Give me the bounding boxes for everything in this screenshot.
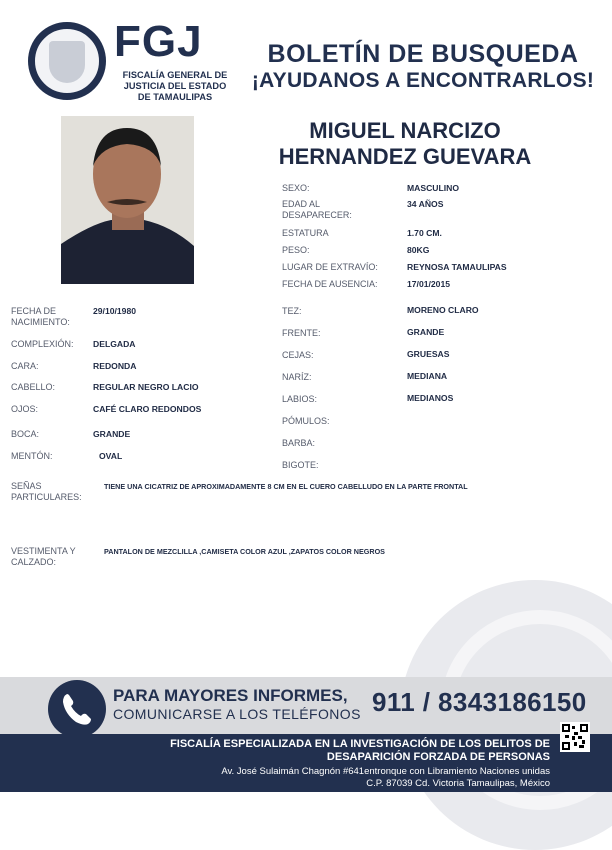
value-boca: GRANDE <box>93 429 131 439</box>
label-complexion: COMPLEXIÓN: <box>11 339 74 349</box>
agency-line-1: FISCALÍA GENERAL DE <box>122 70 228 80</box>
value-nariz: MEDIANA <box>407 371 448 381</box>
value-ojos: CAFÉ CLARO REDONDOS <box>93 404 202 414</box>
label-peso: PESO: <box>282 245 310 255</box>
label-fecha-ausencia: FECHA DE AUSENCIA: <box>282 279 378 289</box>
label-vestimenta: VESTIMENTA Y CALZADO: <box>11 546 76 567</box>
label-tez: TEZ: <box>282 306 302 316</box>
value-menton: OVAL <box>99 451 123 461</box>
label-senas: SEÑAS PARTICULARES: <box>11 481 82 502</box>
value-cabello: REGULAR NEGRO LACIO <box>93 382 199 392</box>
person-name-line-1: MIGUEL NARCIZO <box>309 118 501 143</box>
fgj-logo-text: FGJ <box>114 17 203 66</box>
label-labios: LABIOS: <box>282 394 318 404</box>
label-nariz: NARÍZ: <box>282 372 312 382</box>
state-seal-logo <box>28 22 106 100</box>
value-sexo: MASCULINO <box>407 183 460 193</box>
person-name-line-2: HERNANDEZ GUEVARA <box>278 144 532 169</box>
label-menton: MENTÓN: <box>11 451 53 461</box>
missing-person-photo <box>61 116 194 284</box>
value-lugar: REYNOSA TAMAULIPAS <box>407 262 507 272</box>
footer-address-line-2: C.P. 87039 Cd. Victoria Tamaulipas, México <box>366 778 550 789</box>
value-fecha-nacimiento: 29/10/1980 <box>93 306 137 316</box>
footer-office-name <box>130 738 550 764</box>
bulletin-title: BOLETÍN DE BUSQUEDA <box>267 40 579 68</box>
footer-address <box>130 766 550 790</box>
label-cara: CARA: <box>11 361 39 371</box>
footer-office-line-2: DESAPARICIÓN FORZADA DE PERSONAS <box>326 751 550 763</box>
value-cara: REDONDA <box>93 361 137 371</box>
contact-phone-numbers: 911 / 8343186150 <box>372 687 587 717</box>
label-boca: BOCA: <box>11 429 40 439</box>
value-vestimenta: PANTALON DE MEZCLILLA ,CAMISETA COLOR AZUL ,ZAPATOS COLOR NEGROS <box>104 547 385 556</box>
label-edad: EDAD AL DESAPARECER: <box>282 199 352 220</box>
value-fecha-ausencia: 17/01/2015 <box>407 279 451 289</box>
bulletin-subtitle: ¡AYUDANOS A ENCONTRARLOS! <box>251 69 595 92</box>
agency-line-3: DE TAMAULIPAS <box>137 92 213 102</box>
value-tez: MORENO CLARO <box>407 305 479 315</box>
value-cejas: GRUESAS <box>407 349 450 359</box>
label-cabello: CABELLO: <box>11 382 56 392</box>
value-complexion: DELGADA <box>93 339 136 349</box>
label-lugar: LUGAR DE EXTRAVÍO: <box>282 262 378 272</box>
label-bigote: BIGOTE: <box>282 460 319 470</box>
label-pomulos: PÓMULOS: <box>282 416 330 426</box>
label-sexo: SEXO: <box>282 183 310 193</box>
value-estatura: 1.70 CM. <box>407 228 442 238</box>
label-barba: BARBA: <box>282 438 316 448</box>
value-edad: 34 AÑOS <box>407 199 444 209</box>
contact-info-heading: PARA MAYORES INFORMES, <box>113 686 348 705</box>
label-ojos: OJOS: <box>11 404 39 414</box>
person-name <box>240 118 570 170</box>
value-frente: GRANDE <box>407 327 445 337</box>
footer-office-line-1: FISCALÍA ESPECIALIZADA EN LA INVESTIGACIÓN DE LOS DELITOS DE <box>170 738 550 750</box>
phone-icon <box>48 680 106 738</box>
label-fecha-nacimiento: FECHA DE NACIMIENTO: <box>11 306 70 327</box>
qr-code-icon <box>560 722 590 752</box>
agency-line-2: JUSTICIA DEL ESTADO <box>123 81 227 91</box>
footer-address-line-1: Av. José Sulaimán Chagnón #641entronque con Libramiento Naciones unidas <box>221 766 550 777</box>
value-peso: 80KG <box>407 245 430 255</box>
label-cejas: CEJAS: <box>282 350 314 360</box>
value-labios: MEDIANOS <box>407 393 454 403</box>
label-estatura: ESTATURA <box>282 228 329 238</box>
agency-name <box>114 70 236 103</box>
label-frente: FRENTE: <box>282 328 321 338</box>
value-senas: TIENE UNA CICATRIZ DE APROXIMADAMENTE 8 CM EN EL CUERO CABELLUDO EN LA PARTE FRONTAL <box>104 482 468 491</box>
contact-info-subheading: COMUNICARSE A LOS TELÉFONOS <box>113 706 361 722</box>
